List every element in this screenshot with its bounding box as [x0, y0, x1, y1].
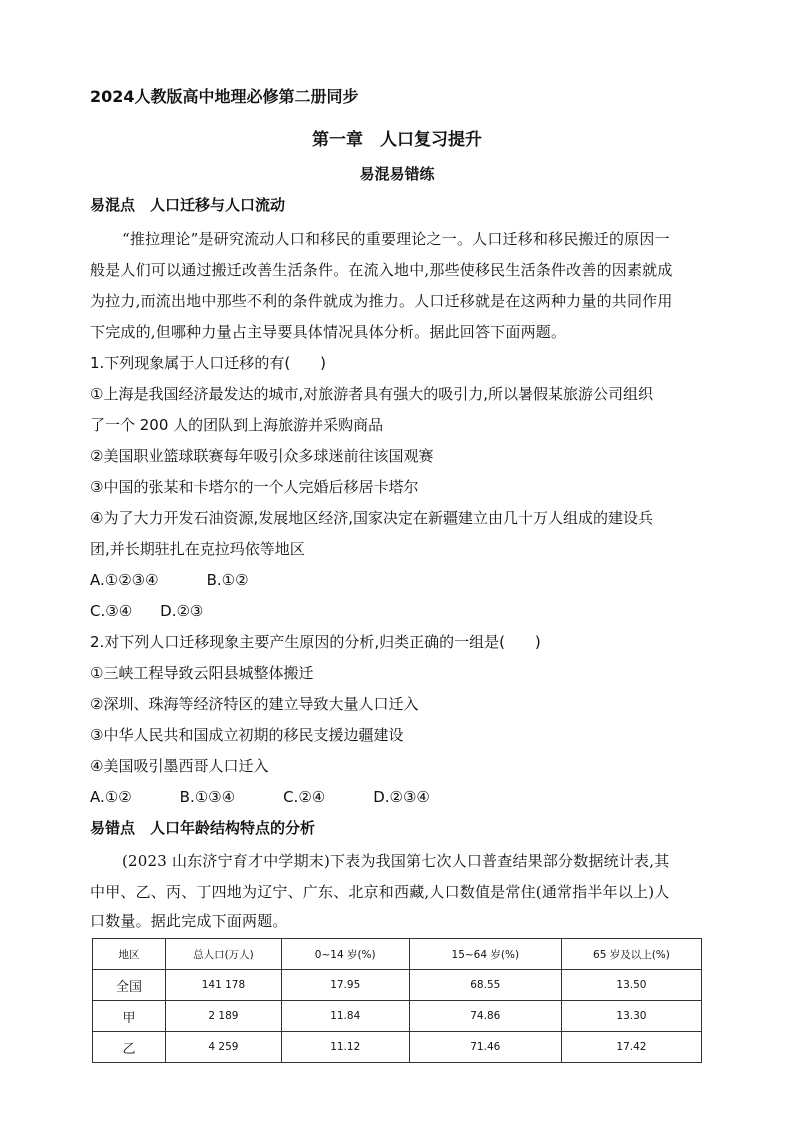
- table-cell: 13.30: [561, 1001, 701, 1032]
- table-cell: 141 178: [166, 970, 282, 1001]
- table-cell: 全国: [93, 970, 166, 1001]
- q1-item-line: ②美国职业篮球联赛每年吸引众多球迷前往该国观赛: [90, 447, 434, 465]
- table-row: [93, 970, 702, 1001]
- part1-intro-line: 般是人们可以通过搬迁改善生活条件。在流入地中,那些使移民生活条件改善的因素就成: [90, 261, 673, 279]
- q2-item-line: ④美国吸引墨西哥人口迁入: [90, 757, 269, 775]
- q1-stem: 1.下列现象属于人口迁移的有( ): [90, 354, 327, 372]
- q1-option-d[interactable]: D.②③: [160, 602, 204, 620]
- series-title: 2024人教版高中地理必修第二册同步: [90, 87, 359, 106]
- q2-option-a[interactable]: A.①②: [90, 788, 132, 806]
- part1-intro-line: 为拉力,而流出地中那些不利的条件就成为推力。人口迁移就是在这两种力量的共同作用: [90, 292, 673, 310]
- table-row: [93, 1032, 702, 1063]
- q2-item-line: ②深圳、珠海等经济特区的建立导致大量人口迁入: [90, 695, 419, 713]
- part1-heading: 易混点 人口迁移与人口流动: [90, 196, 286, 214]
- table-header-row: [93, 939, 702, 970]
- part2-intro-line: 口数量。据此完成下面两题。: [90, 912, 288, 930]
- part2-intro-line: (2023 山东济宁育才中学期末)下表为我国第七次人口普查结果部分数据统计表,其: [122, 852, 670, 870]
- q2-item-line: ③中华人民共和国成立初期的移民支援边疆建设: [90, 726, 404, 744]
- table-cell: 4 259: [166, 1032, 282, 1063]
- census-table: [92, 938, 702, 1063]
- table-cell: 11.12: [281, 1032, 409, 1063]
- q1-option-b[interactable]: B.①②: [206, 571, 249, 589]
- table-header-cell: 总人口(万人): [166, 939, 282, 970]
- table-cell: 17.42: [561, 1032, 701, 1063]
- table-header-cell: 65 岁及以上(%): [561, 939, 701, 970]
- q1-item-line: 了一个 200 人的团队到上海旅游并采购商品: [90, 416, 384, 434]
- q1-item-line: 团,并长期驻扎在克拉玛依等地区: [90, 540, 305, 558]
- table-cell: 13.50: [561, 970, 701, 1001]
- q1-options-row: [90, 600, 203, 622]
- q1-option-c[interactable]: C.③④: [90, 602, 133, 620]
- table-cell: 2 189: [166, 1001, 282, 1032]
- part1-intro-line: 下完成的,但哪种力量占主导要具体情况具体分析。据此回答下面两题。: [90, 323, 567, 341]
- part1-intro-line: “推拉理论”是研究流动人口和移民的重要理论之一。人口迁移和移民搬迁的原因一: [122, 230, 670, 248]
- q1-option-a[interactable]: A.①②③④: [90, 571, 159, 589]
- q2-option-d[interactable]: D.②③④: [373, 788, 430, 806]
- section-title: 易混易错练: [359, 165, 435, 183]
- q2-option-c[interactable]: C.②④: [283, 788, 326, 806]
- table-cell: 11.84: [281, 1001, 409, 1032]
- table-cell: 71.46: [409, 1032, 561, 1063]
- table-header-cell: 15~64 岁(%): [409, 939, 561, 970]
- part2-intro-line: 中甲、乙、丙、丁四地为辽宁、广东、北京和西藏,人口数值是常住(通常指半年以上)人: [90, 883, 670, 901]
- q2-stem: 2.对下列人口迁移现象主要产生原因的分析,归类正确的一组是( ): [90, 633, 541, 651]
- table-cell: 68.55: [409, 970, 561, 1001]
- q1-options-row: [90, 569, 249, 591]
- table-cell: 甲: [93, 1001, 166, 1032]
- part2-heading: 易错点 人口年龄结构特点的分析: [90, 819, 316, 837]
- table-row: [93, 1001, 702, 1032]
- q1-item-line: ①上海是我国经济最发达的城市,对旅游者具有强大的吸引力,所以暑假某旅游公司组织: [90, 385, 653, 403]
- q2-option-b[interactable]: B.①③④: [179, 788, 236, 806]
- table-cell: 17.95: [281, 970, 409, 1001]
- table-header-cell: 0~14 岁(%): [281, 939, 409, 970]
- q1-item-line: ④为了大力开发石油资源,发展地区经济,国家决定在新疆建立由几十万人组成的建设兵: [90, 509, 653, 527]
- q2-options-row: [90, 786, 430, 808]
- chapter-title: 第一章 人口复习提升: [312, 130, 482, 150]
- q1-item-line: ③中国的张某和卡塔尔的一个人完婚后移居卡塔尔: [90, 478, 419, 496]
- table-header-cell: 地区: [93, 939, 166, 970]
- table-cell: 乙: [93, 1032, 166, 1063]
- table-cell: 74.86: [409, 1001, 561, 1032]
- q2-item-line: ①三峡工程导致云阳县城整体搬迁: [90, 664, 314, 682]
